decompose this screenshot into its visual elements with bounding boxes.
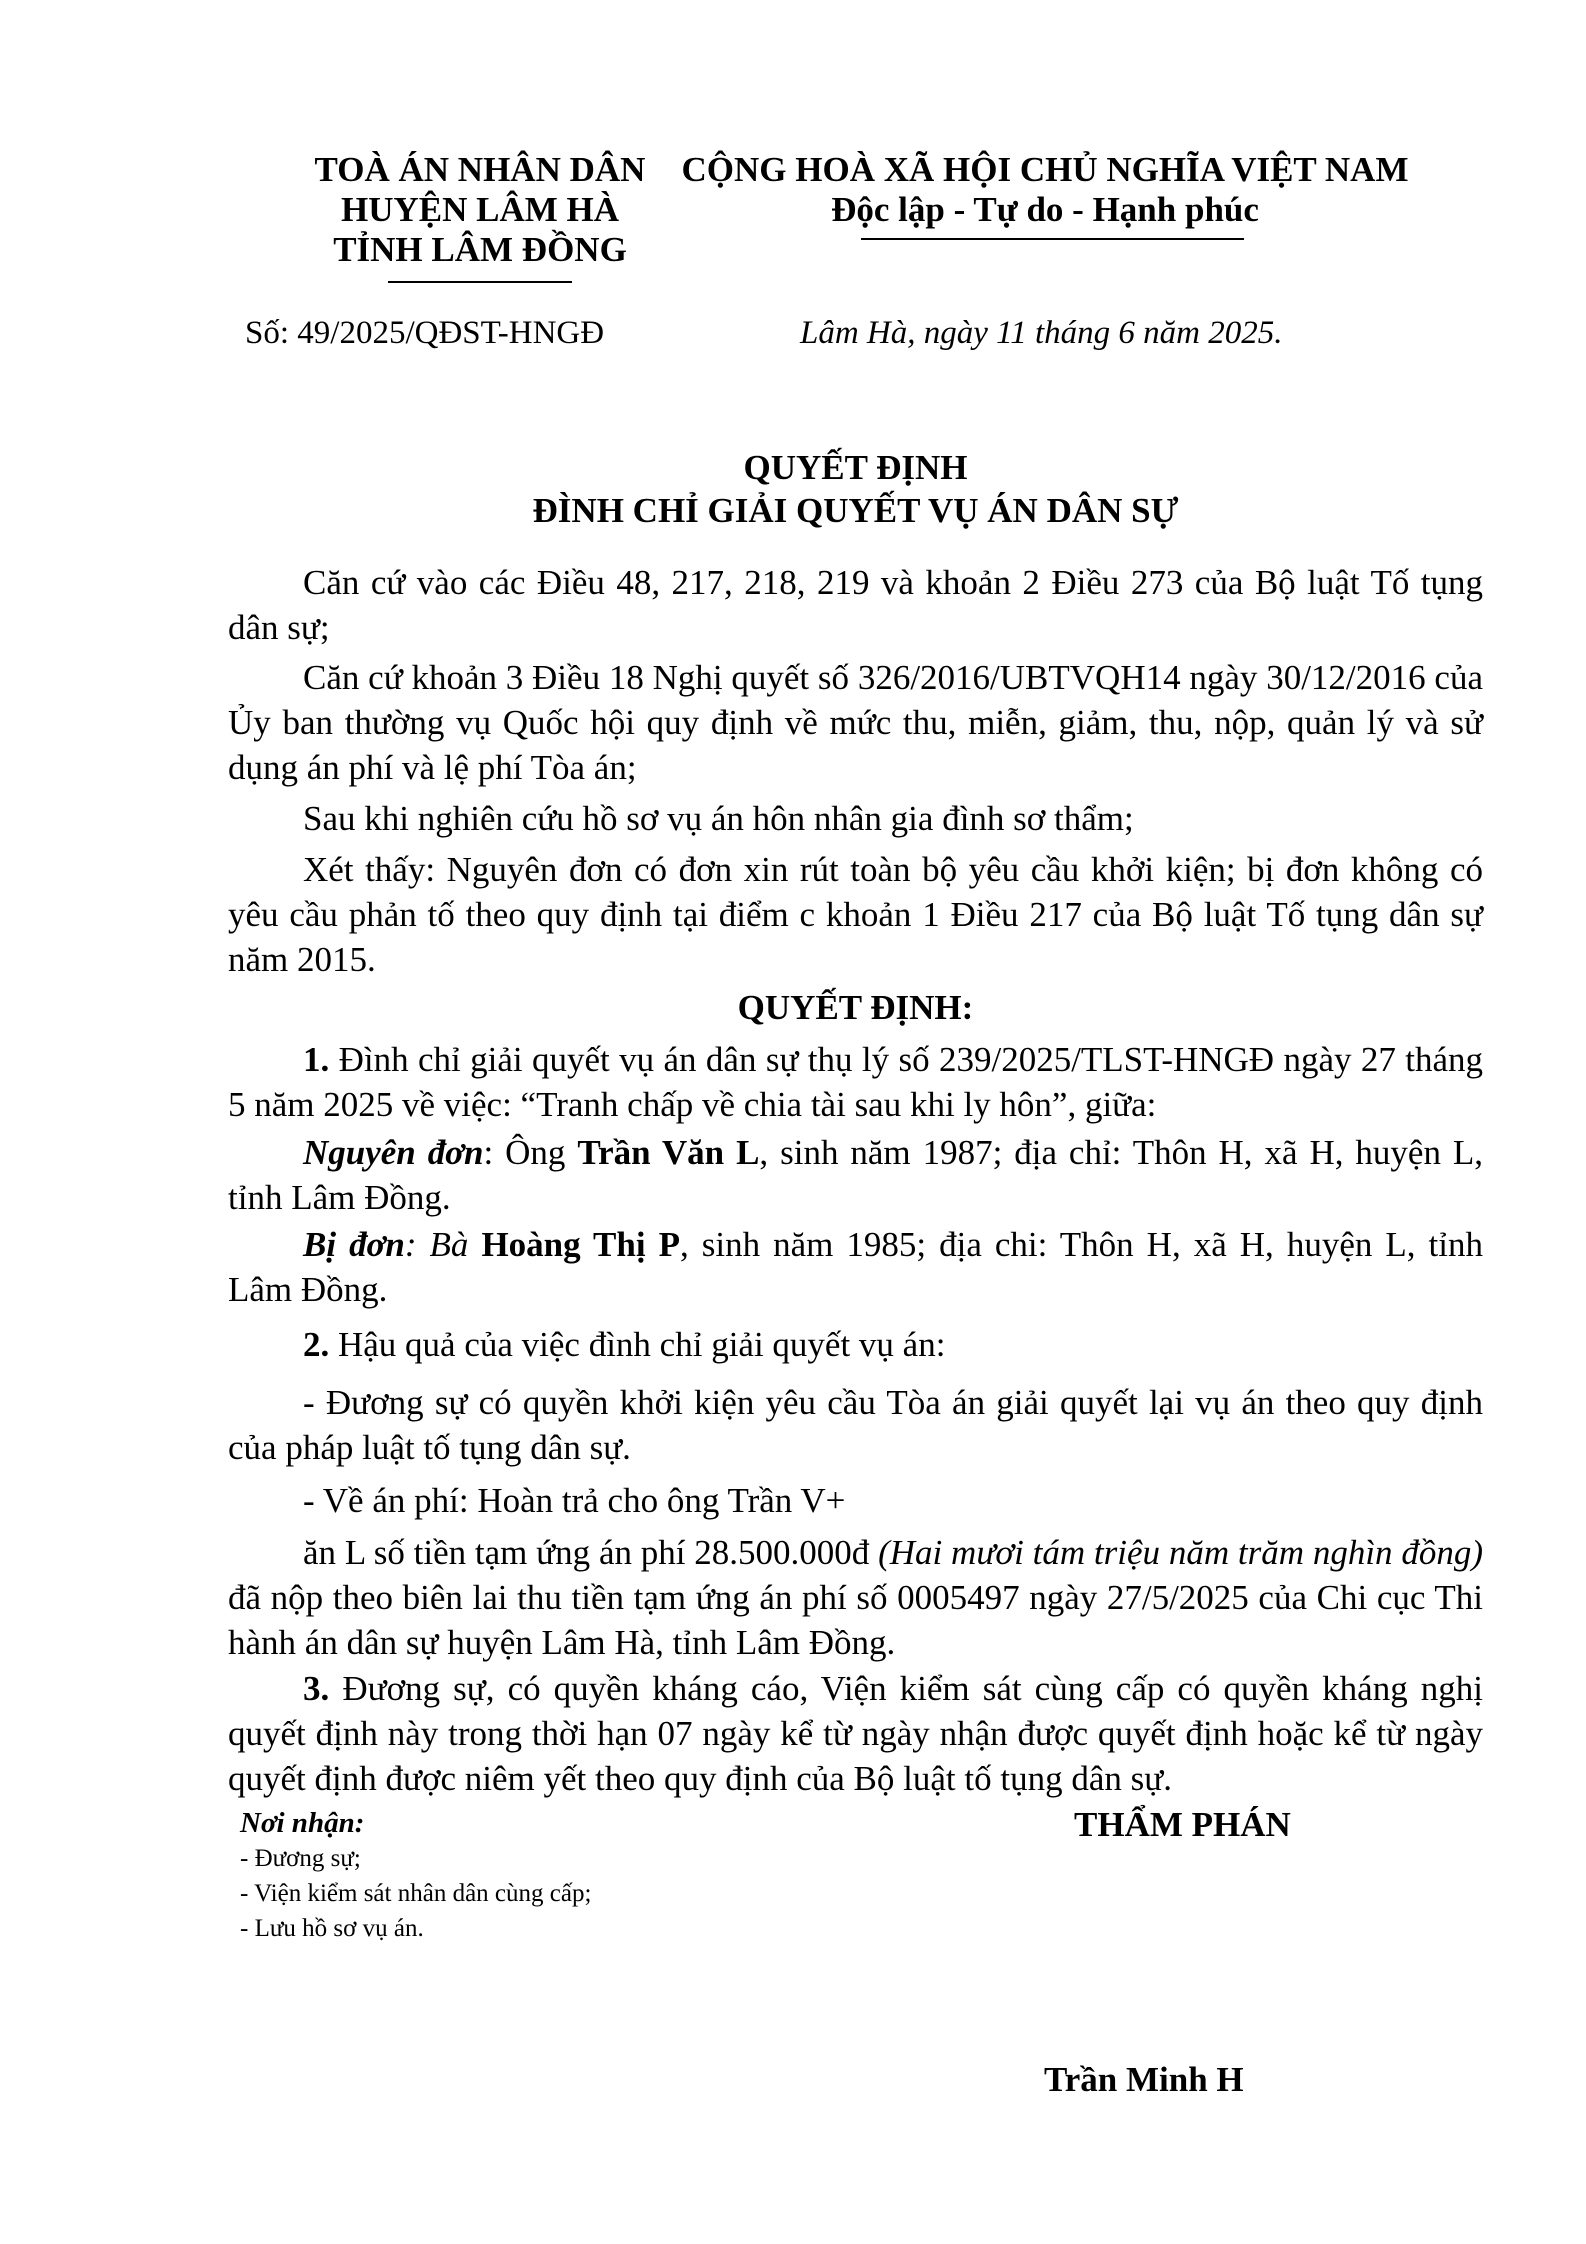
basis-paragraph-3: Sau khi nghiên cứu hồ sơ vụ án hôn nhân gia đình sơ thẩm; [303,799,1134,838]
decision-heading: QUYẾT ĐỊNH: [737,988,974,1027]
decision-item-3: 3. Đương sự, có quyền kháng cáo, Viện kiểm sát cùng cấp có quyền kháng nghị quyết định này trong thời hạn 07 ngày kể từ ngày nhận được quyết định hoặc kể từ ngày quyết định được niêm yết theo quy định của Bộ luật tố tụng dân sự. [228,1669,1483,1798]
court-name-line2: HUYỆN LÂM HÀ [340,190,620,229]
consequence-refile: - Đương sự có quyền khởi kiện yêu cầu Tòa án giải quyết lại vụ án theo quy định của pháp luật tố tụng dân sự. [228,1383,1483,1467]
court-name-line1: TOÀ ÁN NHÂN DÂN [314,150,646,189]
basis-paragraph-4: Xét thấy: Nguyên đơn có đơn xin rút toàn bộ yêu cầu khởi kiện; bị đơn không có yêu cầu phản tố theo quy định tại điểm c khoản 1 Điều 217 của Bộ luật Tố tụng dân sự năm 2015. [228,850,1483,979]
defendant-name: Hoàng Thị P [481,1225,680,1264]
decision-item-1: 1. Đình chỉ giải quyết vụ án dân sự thụ lý số 239/2025/TLST-HNGĐ ngày 27 tháng 5 năm 2025 về việc: “Tranh chấp về chia tài sau khi ly hôn”, giữa: [228,1040,1483,1124]
plaintiff-paragraph: Nguyên đơn: Ông Trần Văn L, sinh năm 1987; địa chỉ: Thôn H, xã H, huyện L, tỉnh Lâm Đồng. [228,1133,1484,1217]
defendant-label: Bị đơn [303,1225,405,1264]
place-date: Lâm Hà, ngày 11 tháng 6 năm 2025. [800,315,1283,351]
document-title [228,446,1483,532]
title-line2: ĐÌNH CHỈ GIẢI QUYẾT VỤ ÁN DÂN SỰ [532,491,1179,530]
motto-underline [861,238,1244,240]
consequence-fee: - Về án phí: Hoàn trả cho ông Trần V+ [303,1481,846,1520]
court-underline [388,281,572,283]
plaintiff-name: Trần Văn L [577,1133,760,1172]
item-number: 1. [303,1040,330,1079]
recipient-item: - Đương sự; [240,1845,361,1872]
plaintiff-label: Nguyên đơn [303,1133,484,1172]
court-name-block [270,150,690,270]
signature-role: THẨM PHÁN [1074,1805,1291,1844]
item-number: 3. [303,1669,330,1708]
national-motto-block [655,150,1435,230]
national-name: CỘNG HOÀ XÃ HỘI CHỦ NGHĨA VIỆT NAM [681,150,1409,189]
recipients-title: Nơi nhận: [240,1807,365,1839]
document-number: Số: 49/2025/QĐST-HNGĐ [245,315,605,351]
recipients-block [240,1805,591,1946]
decision-item-2: 2. Hậu quả của việc đình chỉ giải quyết vụ án: [303,1325,946,1364]
court-name-line3: TỈNH LÂM ĐỒNG [333,230,627,269]
item-number: 2. [303,1325,330,1364]
national-motto: Độc lập - Tự do - Hạnh phúc [831,190,1259,229]
fee-amount-words: (Hai mươi tám triệu năm trăm nghìn đồng) [878,1533,1483,1572]
title-line1: QUYẾT ĐỊNH [743,448,968,487]
fee-refund-details: ăn L số tiền tạm ứng án phí 28.500.000đ (Hai mươi tám triệu năm trăm nghìn đồng) đã nộp theo biên lai thu tiền tạm ứng án phí số 0005497 ngày 27/5/2025 của Chi cục Thi hành án dân sự huyện Lâm Hà, tỉnh Lâm Đồng. [228,1533,1483,1662]
recipient-item: - Lưu hồ sơ vụ án. [240,1915,424,1942]
recipient-item: - Viện kiểm sát nhân dân cùng cấp; [240,1880,592,1907]
basis-paragraph-1: Căn cứ vào các Điều 48, 217, 218, 219 và khoản 2 Điều 273 của Bộ luật Tố tụng dân sự; [228,563,1483,647]
basis-paragraph-2: Căn cứ khoản 3 Điều 18 Nghị quyết số 326/2016/UBTVQH14 ngày 30/12/2016 của Ủy ban thường vụ Quốc hội quy định về mức thu, miễn, giảm, thu, nộp, quản lý và sử dụng án phí và lệ phí Tòa án; [228,658,1483,787]
defendant-paragraph: Bị đơn: Bà Hoàng Thị P, sinh năm 1985; địa chi: Thôn H, xã H, huyện L, tỉnh Lâm Đồng. [228,1225,1483,1309]
signer-name: Trần Minh H [1044,2060,1244,2099]
